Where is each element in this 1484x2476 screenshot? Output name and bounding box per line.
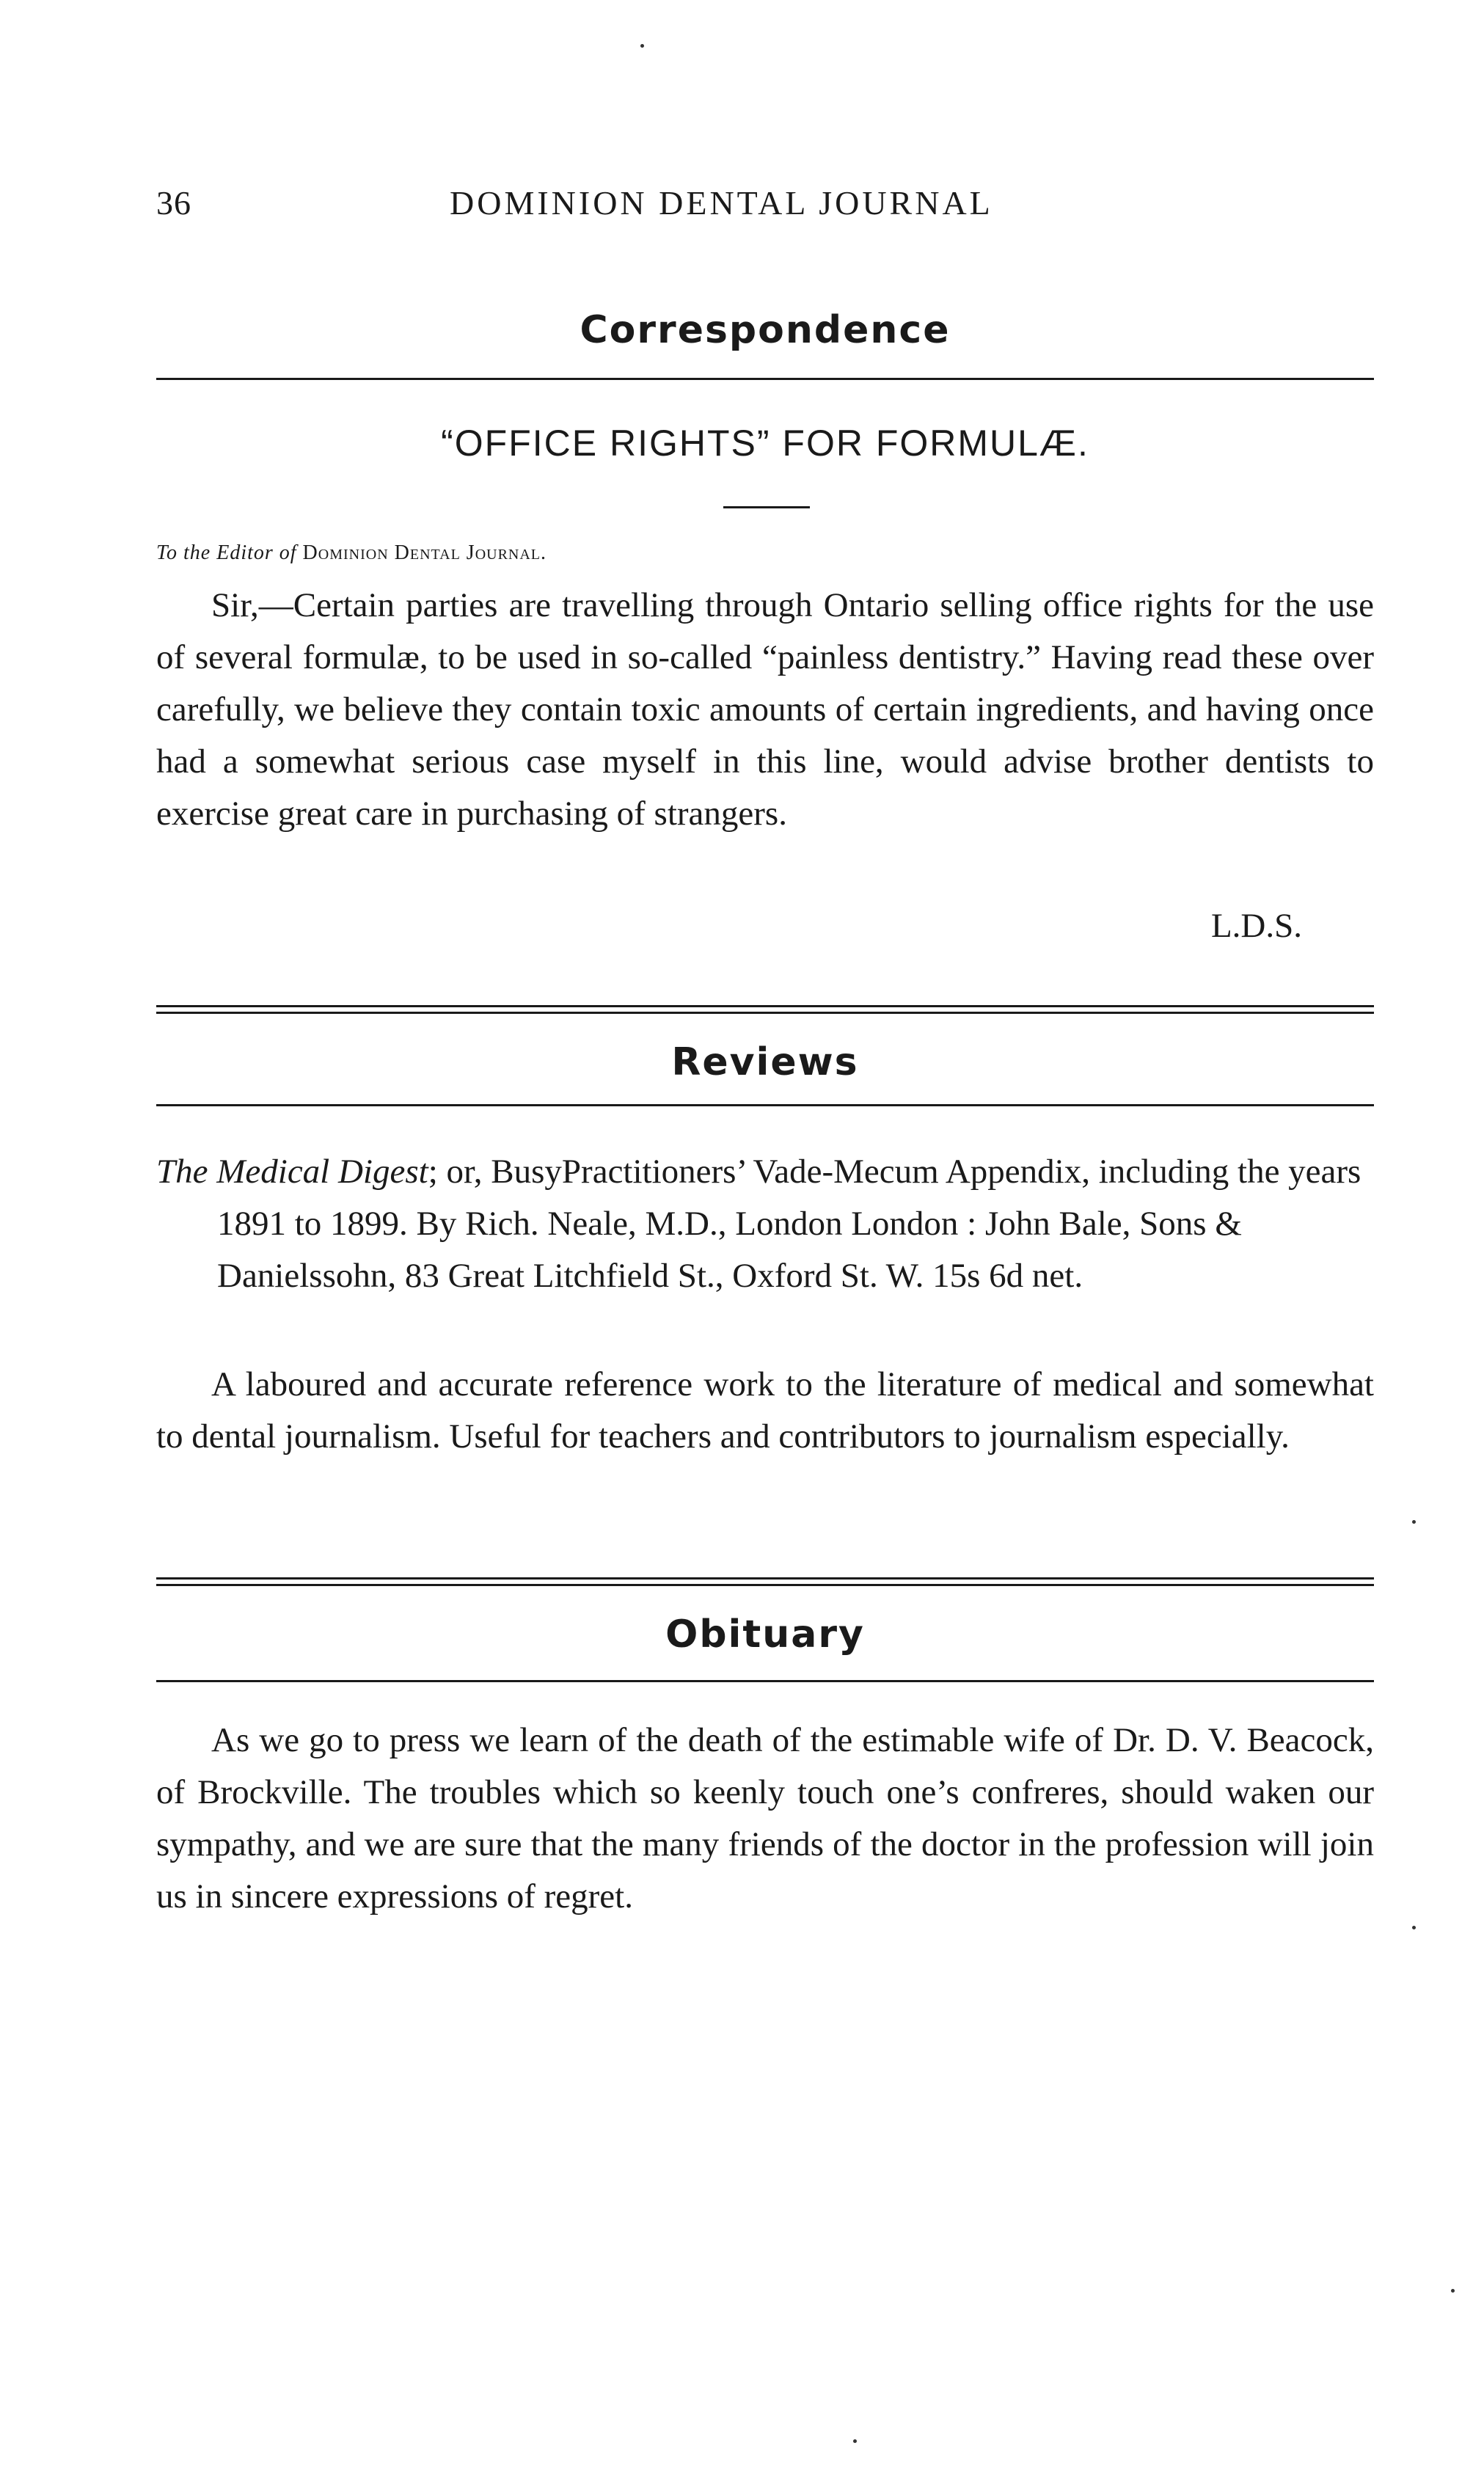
title-divider [723,506,810,508]
article-title: “OFFICE RIGHTS” FOR FORMULÆ. [441,423,1089,464]
correspondence-heading: Correspondence [580,308,951,352]
journal-page [156,0,1374,2476]
section-divider [156,1577,1374,1586]
letter-signature: L.D.S. [1210,907,1302,945]
salutation-journal: Dominion Dental Journal. [302,541,547,564]
page-number: 36 [156,184,191,222]
correspondence-rule [156,378,1374,380]
book-title: The Medical Digest [156,1153,428,1191]
salutation-prefix: To the Editor of [156,541,297,564]
section-divider [156,1005,1374,1014]
citation-details: ; or, BusyPractitioners’ Vade-Mecum Appendix, including the years 1891 to 1899. By Rich. Neale, M.D., London London : John Bale, Sons & Danielssohn, 83 Great Litchfield St., Oxford St. W. 15s 6d net. [217,1153,1361,1295]
running-head [156,183,1374,235]
reviews-heading: Reviews [671,1040,859,1084]
obituary-heading: Obituary [665,1613,865,1657]
reviews-rule [156,1104,1374,1106]
journal-title: DOMINION DENTAL JOURNAL [450,184,993,222]
review-citation [156,1146,1374,1302]
scan-speck [1451,2289,1455,2293]
correspondence-letter: Sir,—Certain parties are travelling through Ontario selling office rights for the use of several formulæ, to be used in so-called “painless dentistry.” Having read these over carefully, we believe they contain toxic amounts of certain ingredients, and having once had a somewhat serious case myself in this line, would advise brother dentists to exercise great care in purchasing of strangers. [156,586,1374,833]
scan-speck [1412,1926,1416,1929]
obituary-text: As we go to press we learn of the death of the estimable wife of Dr. D. V. Beacock, of Brockville. The troubles which so keenly touch one’s confreres, should waken our sympathy, and we are sure that the many friends of the doctor in the profession will join us in sincere expressions of regret. [156,1721,1374,1916]
scan-speck [853,2439,857,2443]
salutation [156,541,547,565]
scan-speck [640,44,644,48]
scan-speck [1412,1520,1416,1524]
obituary-rule [156,1680,1374,1682]
review-text: A laboured and accurate reference work to the literature of medical and somewhat to dental journalism. Useful for teachers and contributors to journalism especially. [156,1365,1374,1456]
